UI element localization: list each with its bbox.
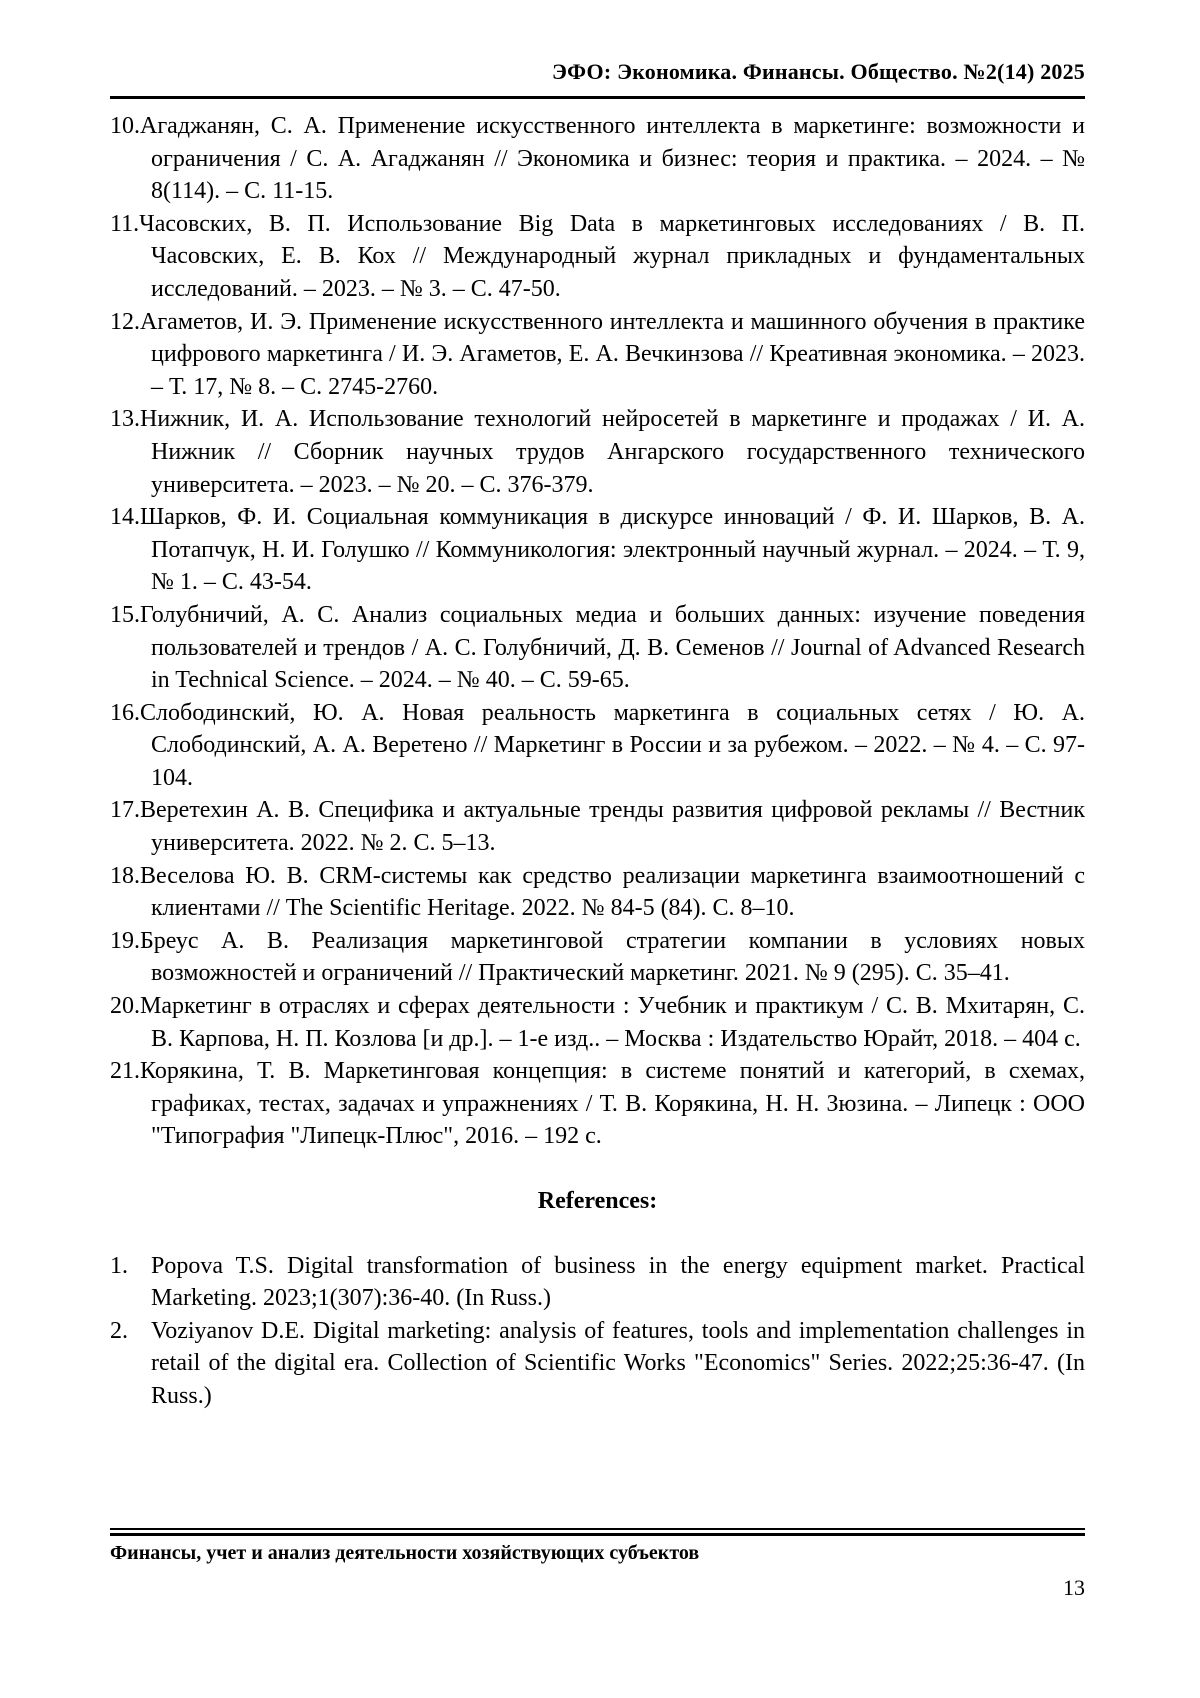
bibliography-item xyxy=(110,990,1085,1055)
page-number: 13 xyxy=(1063,1575,1085,1600)
bibliography-item xyxy=(110,794,1085,859)
bibliography-item xyxy=(110,697,1085,795)
bibliography-item xyxy=(110,306,1085,404)
item-number: 15. xyxy=(110,601,140,628)
item-number: 1. xyxy=(110,1252,128,1279)
reference-item xyxy=(110,1250,1085,1315)
item-text: Голубничий, А. С. Анализ социальных медиа и больших данных: изучение поведения пользователей и трендов / А. С. Голубничий, Д. В. Семенов // Journal of Advanced Research in Technical Science. – 2024. – № 40. – С. 59-65. xyxy=(140,601,1085,694)
item-text: Voziyanov D.E. Digital marketing: analysis of features, tools and implementation challenges in retail of the digital era. Collection of Scientific Works "Economics" Series. 2022;25:36-47. (In Russ.) xyxy=(151,1317,1085,1409)
page-footer xyxy=(110,1528,1085,1601)
bibliography-list xyxy=(110,110,1085,1413)
item-text: Корякина, Т. В. Маркетинговая концепция: в системе понятий и категорий, в схемах, графиках, тестах, задачах и упражнениях / Т. В. Корякина, Н. Н. Зюзина. – Липецк : ООО "Типография "Липецк-Плюс", 2016. – 192 с. xyxy=(140,1058,1085,1150)
item-number: 11. xyxy=(110,210,140,237)
item-text: Popova T.S. Digital transformation of business in the energy equipment market. Practical Marketing. 2023;1(307):36-40. (In Russ.) xyxy=(151,1252,1085,1312)
item-number: 18. xyxy=(110,862,140,889)
bibliography-item xyxy=(110,501,1085,599)
item-number: 13. xyxy=(110,406,140,433)
item-text: Слободинский, Ю. А. Новая реальность маркетинга в социальных сетях / Ю. А. Слободинский, А. А. Веретено // Маркетинг в России и за рубежом. – 2022. – № 4. – С. 97-104. xyxy=(140,699,1085,791)
bibliography-item xyxy=(110,403,1085,501)
bibliography-item xyxy=(110,110,1085,208)
item-number: 14. xyxy=(110,504,140,531)
item-text: Шарков, Ф. И. Социальная коммуникация в дискурсе инноваций / Ф. И. Шарков, В. А. Потапчук, Н. И. Голушко // Коммуникология: электронный научный журнал. – 2024. – Т. 9, № 1. – С. 43-54. xyxy=(140,504,1085,596)
references-list xyxy=(110,1250,1085,1413)
item-number: 17. xyxy=(110,797,140,824)
journal-header-text: ЭФО: Экономика. Финансы. Общество. №2(14) 2025 xyxy=(551,59,1085,84)
bibliography-item xyxy=(110,599,1085,697)
item-text: Бреус А. В. Реализация маркетинговой стратегии компании в условиях новых возможностей и ограничений // Практический маркетинг. 2021. № 9 (295). С. 35–41. xyxy=(140,927,1085,987)
item-text: Веселова Ю. В. CRM-системы как средство реализации маркетинга взаимоотношений с клиентами // The Scientific Heritage. 2022. № 84-5 (84). С. 8–10. xyxy=(140,862,1085,922)
references-heading: References: xyxy=(537,1188,658,1214)
item-number: 20. xyxy=(110,993,140,1020)
item-text: Нижник, И. А. Использование технологий нейросетей в маркетинге и продажах / И. А. Нижник // Сборник научных трудов Ангарского государственного технического университета. – 2023. – № 20. – С. 376-379. xyxy=(140,406,1085,498)
item-text: Маркетинг в отраслях и сферах деятельности : Учебник и практикум / С. В. Мхитарян, С. В. Карпова, Н. П. Козлова [и др.]. – 1-е изд.. – Москва : Издательство Юрайт, 2018. – 404 с. xyxy=(140,993,1085,1052)
item-text: Агаметов, И. Э. Применение искусственного интеллекта и машинного обучения в практике цифрового маркетинга / И. Э. Агаметов, Е. А. Вечкинзова // Креативная экономика. – 2023. – Т. 17, № 8. – С. 2745-2760. xyxy=(140,308,1085,400)
header-rule xyxy=(110,96,1085,99)
item-number: 21. xyxy=(110,1058,140,1085)
bibliography-item xyxy=(110,208,1085,306)
item-number: 2. xyxy=(110,1317,128,1344)
page-header xyxy=(110,0,1085,99)
item-text: Агаджанян, С. А. Применение искусственного интеллекта в маркетинге: возможности и ограничения / С. А. Агаджанян // Экономика и бизнес: теория и практика. – 2024. – № 8(114). – С. 11-15. xyxy=(140,113,1085,205)
bibliography-item xyxy=(110,925,1085,990)
reference-item xyxy=(110,1315,1085,1413)
item-number: 19. xyxy=(110,927,140,954)
item-text: Веретехин А. В. Специфика и актуальные тренды развития цифровой рекламы // Вестник университета. 2022. № 2. С. 5–13. xyxy=(140,797,1085,857)
footer-section-title: Финансы, учет и анализ деятельности хозяйствующих субъектов xyxy=(110,1542,700,1564)
item-number: 12. xyxy=(110,308,140,335)
bibliography-item xyxy=(110,860,1085,925)
item-number: 10. xyxy=(110,113,140,139)
footer-rule xyxy=(110,1528,1085,1536)
bibliography-item xyxy=(110,1055,1085,1153)
item-text: Часовских, В. П. Использование Big Data в маркетинговых исследованиях / В. П. Часовских, Е. В. Кох // Международный журнал прикладных и фундаментальных исследований. – 2023. – № 3. – С. 47-50. xyxy=(139,210,1085,302)
item-number: 16. xyxy=(110,699,140,726)
